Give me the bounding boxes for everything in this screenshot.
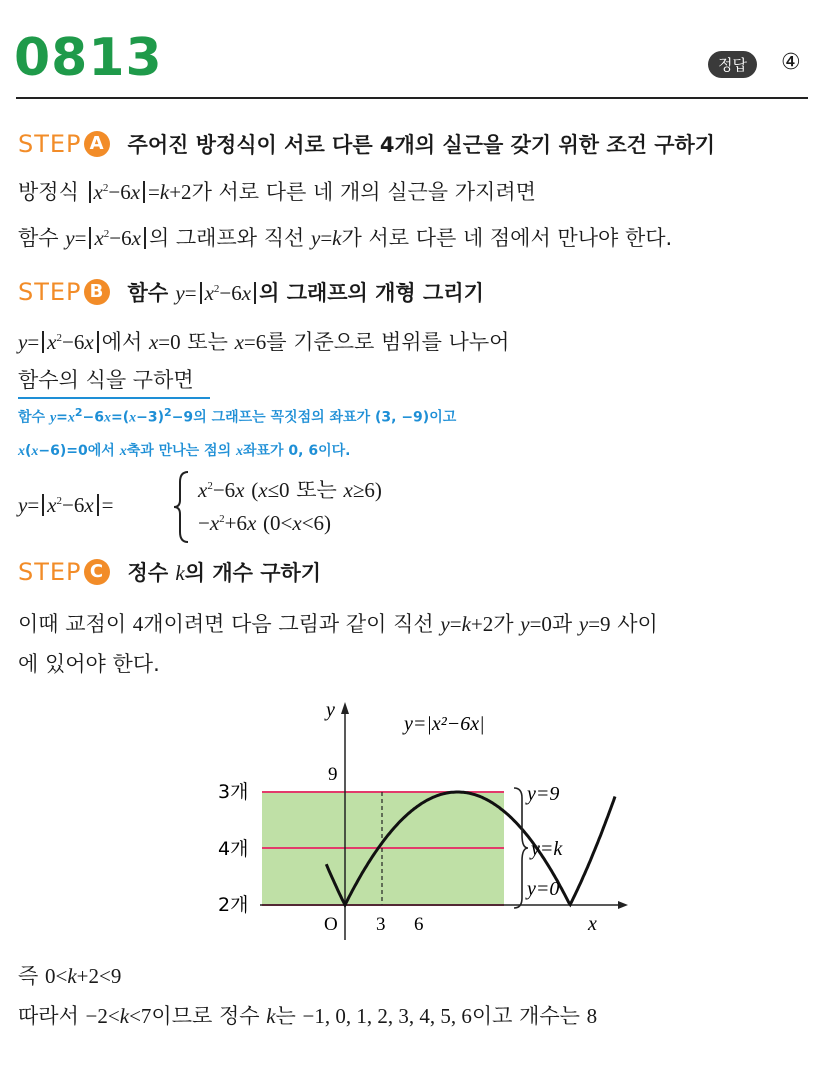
answer-value: ④ — [781, 50, 801, 75]
abs-bar — [89, 181, 91, 203]
right-brace — [514, 788, 528, 908]
step-a-line2: 함수 $y= x^2-6x$ 의 그래프와 직선 y=k가 서로 다른 네 점에서 만나야 한다. — [18, 226, 673, 250]
origin-label: O — [324, 914, 338, 935]
step-b-heading — [18, 276, 484, 308]
text-segment: 가 서로 다른 네 점에서 만나야 한다. — [341, 226, 673, 250]
step-c-word: STEP — [18, 558, 82, 586]
label-y0: y=0 — [527, 878, 560, 900]
text-segment: 함수 — [18, 226, 59, 250]
count-top: 3개 — [218, 781, 249, 803]
piecewise-brace — [172, 470, 190, 544]
step-b-title: 함수 $y= x^2-6x$ 의 그래프의 개형 그리기 — [127, 281, 484, 305]
count-bot: 2개 — [218, 894, 249, 916]
step-a-word: STEP — [18, 130, 82, 158]
y-axis-label: y — [326, 699, 335, 721]
text-segment: 가 서로 다른 네 개의 실근을 가지려면 — [191, 180, 536, 204]
curve-label: y=|x²−6x| — [404, 713, 485, 735]
tick-6: 6 — [414, 914, 424, 935]
step-c-heading — [18, 556, 321, 588]
step-c-title: 정수 k의 개수 구하기 — [127, 561, 322, 585]
piecewise-case2: $-x^2+6x$ (0<x<6) — [198, 511, 332, 535]
step-b-line2: 함수의 식을 구하면 — [18, 368, 194, 392]
conclusion-line2: 따라서 −2<k<7이므로 정수 k는 −1, 0, 1, 2, 3, 4, 5, 6이고 개수는 8 — [18, 1004, 598, 1028]
count-mid: 4개 — [218, 838, 249, 860]
step-a-heading — [18, 128, 715, 160]
x-arrow — [618, 901, 628, 909]
step-c-letter: C — [84, 559, 110, 585]
step-c-line2: 에 있어야 한다. — [18, 652, 160, 676]
piecewise-lhs: $y= x^2-6x$ = — [18, 493, 114, 517]
abs-bar — [143, 181, 145, 203]
underline — [18, 397, 210, 399]
x-axis-label: x — [588, 913, 597, 935]
header — [0, 0, 834, 100]
text-segment: 의 그래프와 직선 — [148, 226, 305, 250]
answer-badge: 정답 — [708, 51, 757, 78]
step-a-title: 주어진 방정식이 서로 다른 4개의 실근을 갖기 위한 조건 구하기 — [127, 133, 716, 157]
step-b-word: STEP — [18, 278, 82, 306]
text-segment: 방정식 — [18, 180, 79, 204]
note-line1: 함수 $y=x^2-6x=(x-3)^2-9$의 그래프는 꼭짓점의 좌표가 (3, −9)이고 — [18, 406, 457, 426]
step-c-line1: 이때 교점이 4개이려면 다음 그림과 같이 직선 y=k+2가 y=0과 y=9 사이 — [18, 612, 658, 636]
piecewise-case1: $x^2-6x$ (x≤0 또는 x≥6) — [198, 478, 382, 502]
step-b-letter: B — [84, 279, 110, 305]
label-yk: y=k — [531, 838, 563, 860]
step-a-letter: A — [84, 131, 110, 157]
graph — [200, 690, 640, 950]
tick-3: 3 — [376, 914, 386, 935]
label-y9: y=9 — [527, 783, 560, 805]
abs-bar — [89, 227, 91, 249]
problem-number: 0813 — [14, 28, 163, 88]
step-a-line1: 방정식 $x^2-6x =k+2$가 서로 다른 네 개의 실근을 가지려면 — [18, 180, 536, 204]
y-arrow — [341, 702, 349, 714]
abs-bar — [144, 227, 146, 249]
tick-9: 9 — [328, 764, 338, 785]
header-rule — [16, 97, 808, 99]
conclusion-line1: 즉 0<k+2<9 — [18, 964, 122, 988]
note-line2: x(x−6)=0에서 x축과 만나는 점의 x좌표가 0, 6이다. — [18, 443, 351, 459]
step-b-line1: $y= x^2-6x$ 에서 x=0 또는 x=6를 기준으로 범위를 나누어 — [18, 330, 510, 354]
